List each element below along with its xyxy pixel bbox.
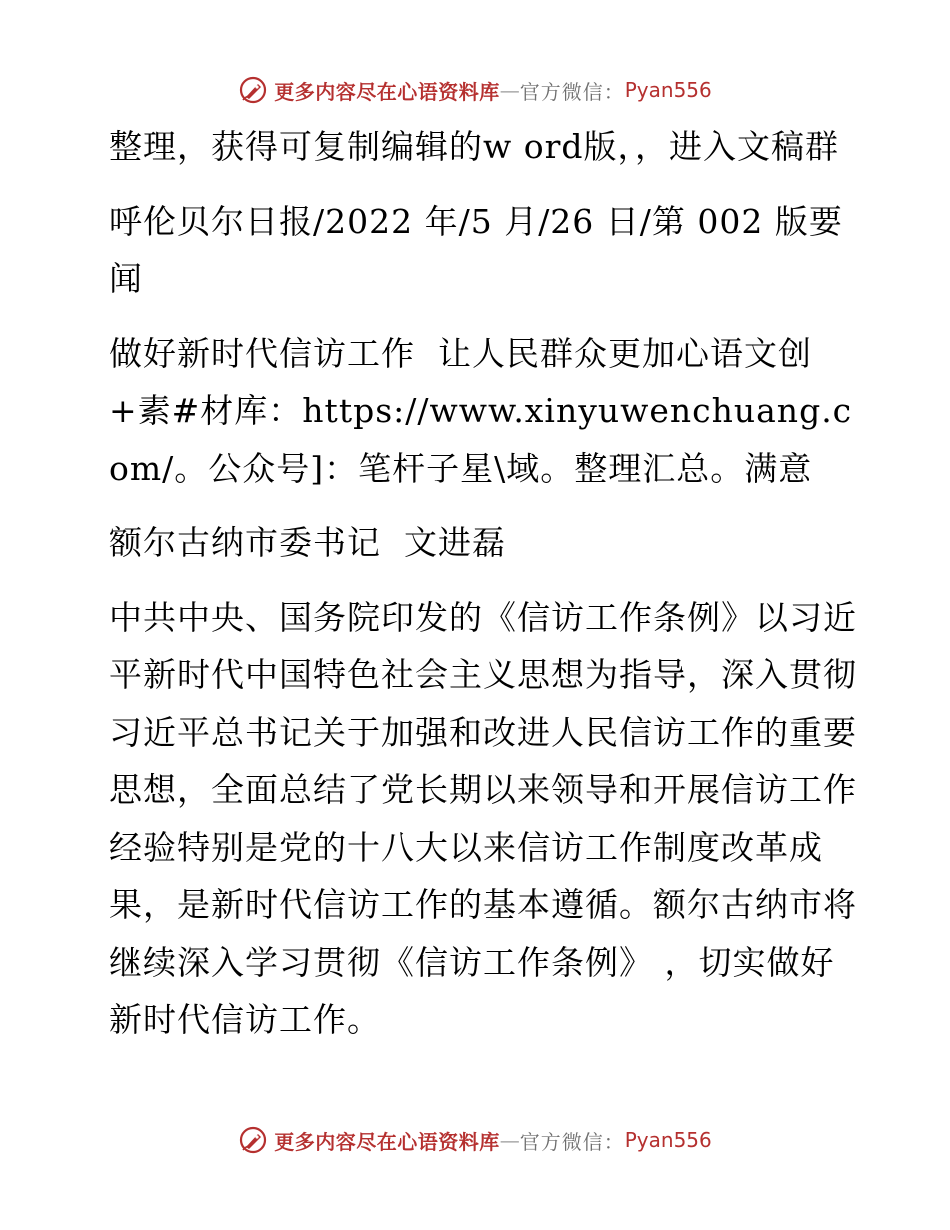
pen-nib-logo-icon (238, 1125, 268, 1155)
footer-brand-text: 更多内容尽在心语资料库 (274, 1129, 500, 1154)
header-dash: — (499, 78, 520, 102)
header-watermark (0, 70, 950, 110)
footer-wechat-id: Pyan556 (624, 1128, 712, 1152)
paragraph-body: 中共中央、国务院印发的《信访工作条例》以习近平新时代中国特色社会主义思想为指导，深入贯彻习近平总书记关于加强和改进人民信访工作的重要思想，全面总结了党长期以来领导和开展信访工作经验特别是党的十八大以来信访工作制度改革成果，是新时代信访工作的基本遵循。额尔古纳市将继续深入学习贯彻《信访工作条例》 ，切实做好新时代信访工作。 (109, 597, 857, 1039)
header-wechat-label: 官方微信： (519, 79, 625, 104)
footer-dash: — (499, 1128, 520, 1152)
paragraph-source: 呼伦贝尔日报/2022 年/5 月/26 日/第 002 版要闻 (109, 201, 843, 298)
header-wechat-id: Pyan556 (624, 78, 712, 102)
paragraph-intro: 整理，获得可复制编辑的w ord版，，进入文稿群 (109, 127, 840, 166)
pen-nib-logo-icon (238, 75, 268, 105)
paragraph-headline: 做好新时代信访工作 让人民群众更加心语文创+素#材库：https://www.xinyuwenchuang.com/。公众号]：笔杆子星\域。整理汇总。满意 (109, 333, 853, 488)
header-brand-text: 更多内容尽在心语资料库 (274, 79, 500, 104)
document-body (97, 118, 857, 1066)
footer-wechat-label: 官方微信： (519, 1129, 625, 1154)
footer-watermark (0, 1120, 950, 1160)
paragraph-author: 额尔古纳市委书记 文进磊 (109, 523, 506, 562)
